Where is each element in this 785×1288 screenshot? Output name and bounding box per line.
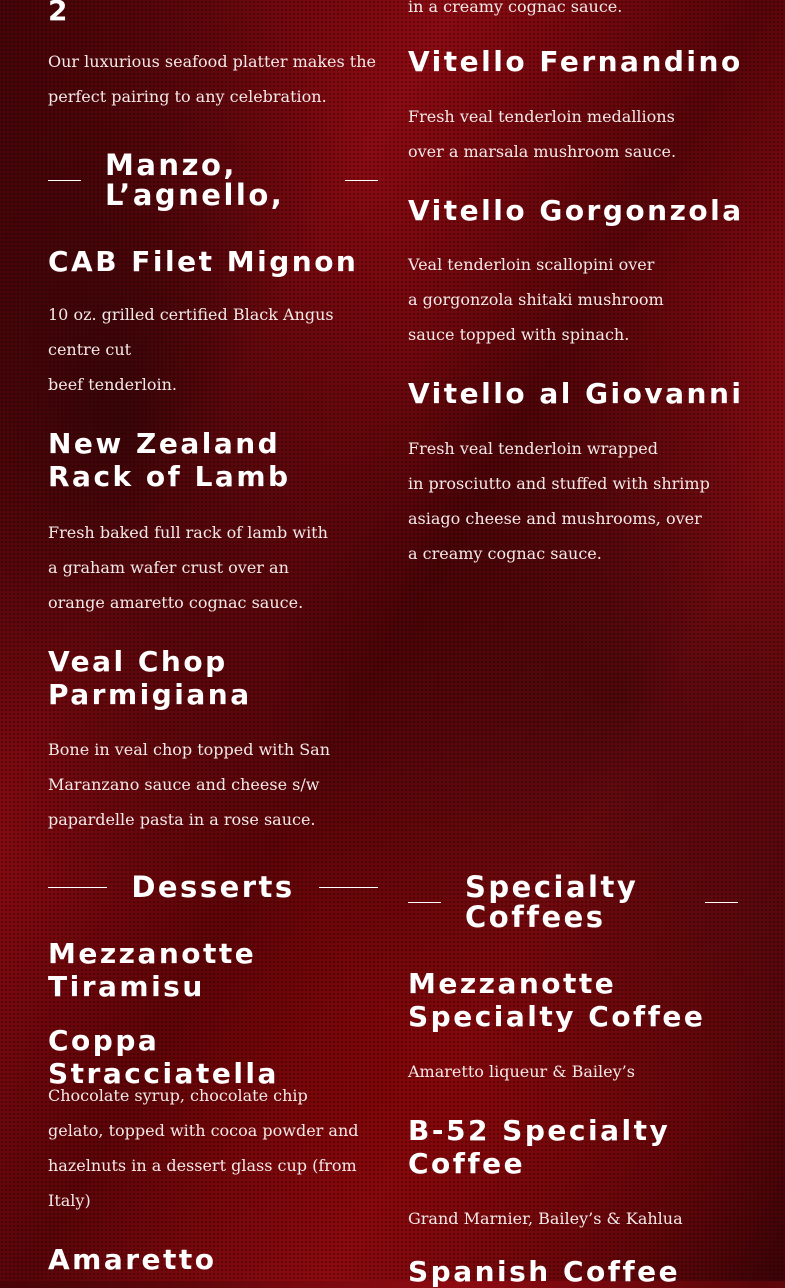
menu-item-description: 10 oz. grilled certified Black Angus centre cut (48, 305, 334, 359)
divider-line (408, 902, 441, 903)
menu-item-description: a gorgonzola shitaki mushroom (408, 290, 664, 309)
section-title-desserts: Desserts (131, 870, 295, 904)
menu-item-title: New Zealand Rack of Lamb (48, 427, 291, 493)
divider-line (48, 887, 107, 888)
section-header-coffees (408, 872, 738, 932)
menu-item-description: Bone in veal chop topped with San Maranzano sauce and cheese s/w papardelle pasta in a rose sauce. (48, 740, 331, 829)
menu-item-description: in prosciutto and stuffed with shrimp asiago cheese and mushrooms, over a creamy cognac sauce. (408, 474, 710, 563)
section-title-coffees: Specialty Coffees (465, 870, 639, 934)
menu-item-title: Vitello al Giovanni (408, 377, 744, 410)
divider-line (48, 180, 81, 181)
menu-item-description: Fresh veal tenderloin medallions over a marsala mushroom sauce. (408, 107, 677, 161)
menu-item-description: Veal tenderloin scallopini over (408, 255, 655, 274)
menu-item-title: Veal Chop Parmigiana (48, 645, 252, 711)
coffee-description: Amaretto liqueur & Bailey’s (408, 1062, 635, 1081)
menu-item-title: Vitello Fernandino (408, 45, 743, 78)
section-header-desserts (48, 872, 378, 902)
menu-item-title: Vitello Gorgonzola (408, 194, 744, 227)
coffee-title: B-52 Specialty Coffee (408, 1114, 671, 1180)
divider-line (705, 902, 738, 903)
dessert-title: Amaretto (48, 1243, 217, 1276)
dessert-description: Chocolate syrup, chocolate chip gelato, topped with cocoa powder and hazelnuts in a dessert glass cup (from Italy) (48, 1086, 359, 1210)
menu-item-title: CAB Filet Mignon (48, 245, 359, 278)
section-title-manzo: Manzo, L’agnello, (105, 148, 285, 212)
menu-item-description: Fresh baked full rack of lamb with a graham wafer crust over an orange amaretto cognac sauce. (48, 523, 328, 612)
menu-item-description: beef tenderloin. (48, 375, 178, 394)
dessert-title: Coppa Stracciatella (48, 1024, 279, 1090)
coffee-description: Grand Marnier, Bailey’s & Kahlua (408, 1209, 683, 1228)
menu-item-description: Fresh veal tenderloin wrapped (408, 439, 658, 458)
section-header-manzo (48, 150, 378, 210)
divider-line (345, 180, 378, 181)
dessert-title: Mezzanotte Tiramisu (48, 937, 257, 1003)
coffee-title: Spanish Coffee (408, 1255, 681, 1288)
seafood-title-partial: 2 (48, 0, 70, 27)
divider-line (319, 887, 378, 888)
partial-description: in a creamy cognac sauce. (408, 0, 623, 16)
seafood-description: Our luxurious seafood platter makes the perfect pairing to any celebration. (48, 52, 376, 106)
menu-item-description: sauce topped with spinach. (408, 325, 630, 344)
coffee-title: Mezzanotte Specialty Coffee (408, 967, 706, 1033)
